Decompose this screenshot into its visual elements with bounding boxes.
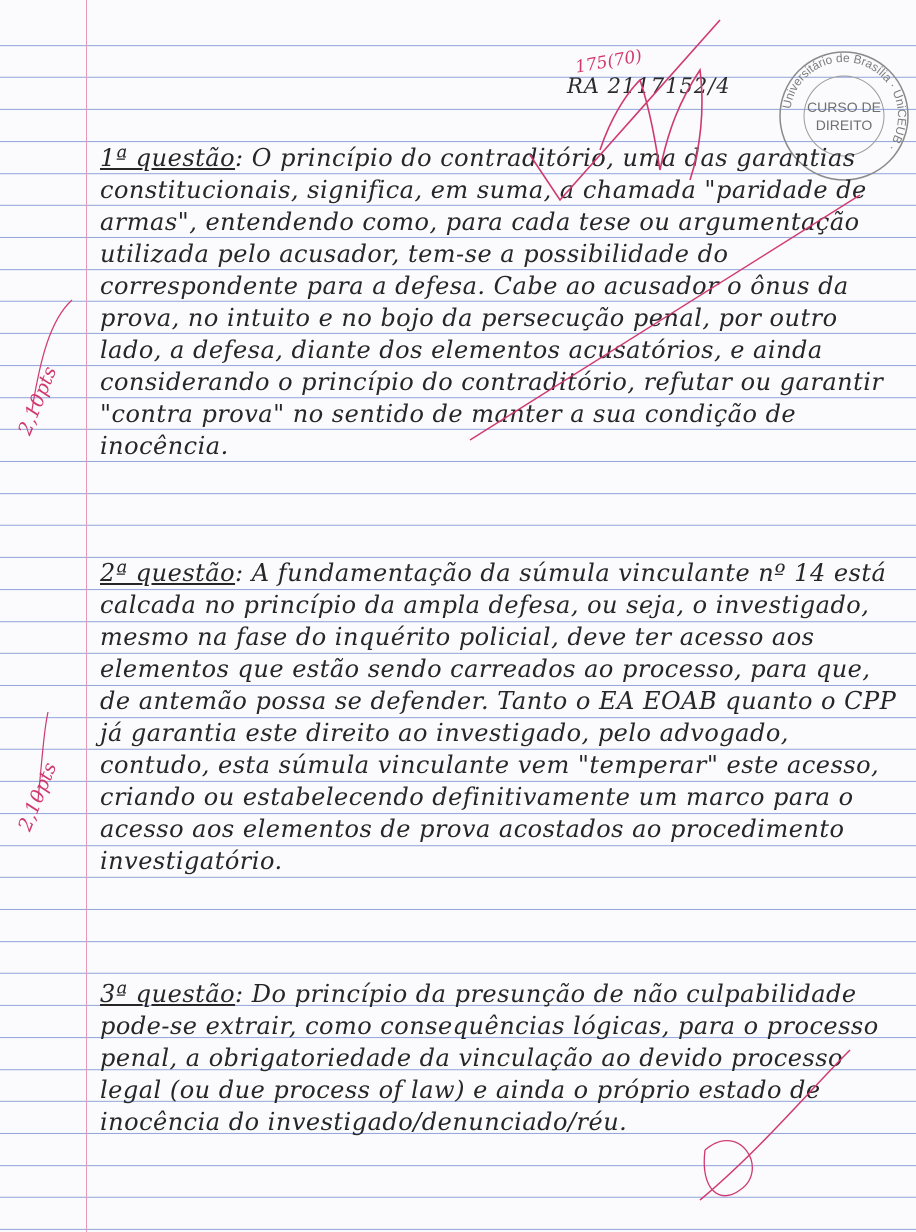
question-2-text: : A fundamentação da súmula vinculante nº 14 está calcada no princípio da ampla defesa, ou seja, o investigado, mesmo na fase do inquérito policial, deve ter acesso aos elementos que estão sendo carreados ao processo, para que, de antemão possa se defender. Tanto o EA EOAB quanto o CPP já garantia este direito ao investigado, pelo advogado, contudo, esta súmula vinculante vem "temperar" este acesso, criando ou estabelecendo definitivamente um marco para o acesso aos elementos de prova acostados ao procedimento investigatório. (100, 559, 897, 875)
question-3-label: 3ª questão (100, 980, 236, 1008)
question-3-text: : Do princípio da presunção de não culpabilidade pode-se extrair, como consequências lógicas, para o processo penal, a obrigatoriedade da vinculação ao devido processo legal (ou due process of law) e ainda o próprio estado de inocência do investigado/denunciado/réu. (100, 980, 879, 1136)
question-2-label: 2ª questão (100, 559, 236, 587)
answer-question-2 (100, 557, 900, 877)
question-1-text: : O princípio do contraditório, uma das garantias constitucionais, significa, em suma, a chamada "paridade de armas", entendendo como, para cada tese ou argumentação utilizada pelo acusador, tem-se a possibilidade do correspondente para a defesa. Cabe ao acusador o ônus da prova, no intuito e no bojo da persecução penal, por outro lado, a defesa, diante dos elementos acusatórios, e ainda considerando o princípio do contraditório, refutar ou garantir "contra prova" no sentido de manter a sua condição de inocência. (100, 144, 884, 460)
grade-annotation: 175(70) (573, 46, 644, 78)
margin-line (86, 0, 87, 1232)
q3-loop-mark (704, 1141, 752, 1196)
answer-question-1 (100, 142, 900, 462)
answer-question-3 (100, 978, 900, 1138)
question-1-label: 1ª questão (100, 144, 236, 172)
stamp-line-1: CURSO DE (807, 99, 881, 115)
student-ra: RA 2117152/4 (567, 74, 731, 98)
stamp-line-2: DIREITO (815, 117, 873, 133)
margin-score-question-2: 2,10pts (14, 759, 62, 835)
margin-score-question-1: 2,10pts (14, 363, 62, 439)
stamp-ring-text-path: Universitário de Brasília · UniCEUB · (779, 50, 910, 154)
